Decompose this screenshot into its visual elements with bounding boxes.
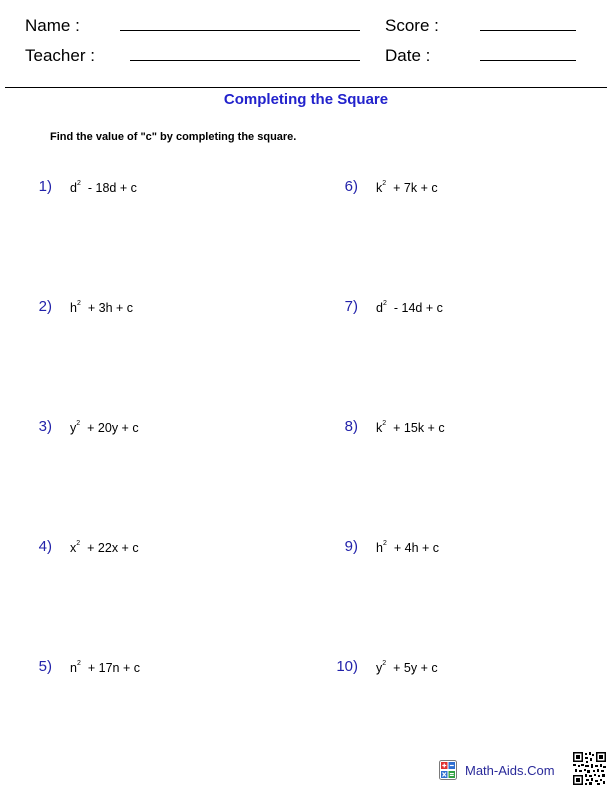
qr-code-icon [573,752,606,785]
problem-number: 4) [38,538,52,555]
problem-expression: $y^2 + 5y + c$ [376,659,438,675]
name-label: Name : [25,16,80,35]
problem-8 [344,418,445,442]
problem-number: 5) [38,658,52,675]
problem-number: 6) [344,178,358,195]
problem-number: 2) [38,298,52,315]
problem-expression: $h^2 + 3h + c$ [70,299,134,315]
date-label: Date : [385,46,431,65]
problem-expression: $d^2 - 18d + c$ [70,179,137,195]
problem-expression: $d^2 - 14d + c$ [376,299,443,315]
problem-expression: $k^2 + 15k + c$ [376,419,445,435]
name-line[interactable] [120,30,360,31]
problem-number: 10) [336,658,358,675]
teacher-label: Teacher : [25,46,95,65]
worksheet-title: Completing the Square [223,91,389,108]
problem-9 [344,538,440,562]
problem-number: 9) [344,538,358,555]
header-divider [5,87,607,88]
teacher-line[interactable] [130,60,360,61]
site-name: Math-Aids.Com [465,763,555,778]
problem-6 [344,178,438,202]
problem-4 [38,538,139,562]
instructions: Find the value of "c" by completing the square. [50,131,297,143]
problem-expression: $k^2 + 7k + c$ [376,179,438,195]
problem-number: 8) [344,418,358,435]
problem-expression: $x^2 + 22x + c$ [70,539,139,555]
problem-2 [38,298,134,322]
score-label: Score : [385,16,439,35]
problem-number: 1) [38,178,52,195]
problem-5 [38,658,140,682]
problem-number: 7) [344,298,358,315]
score-line[interactable] [480,30,576,31]
problem-3 [38,418,139,442]
date-line[interactable] [480,60,576,61]
problem-number: 3) [38,418,52,435]
problem-expression: $h^2 + 4h + c$ [376,539,440,555]
problem-expression: $y^2 + 20y + c$ [70,419,139,435]
problem-expression: $n^2 + 17n + c$ [70,659,140,675]
problem-7 [344,298,443,322]
problem-10 [336,658,438,682]
problem-1 [38,178,137,202]
calculator-icon [439,760,457,780]
